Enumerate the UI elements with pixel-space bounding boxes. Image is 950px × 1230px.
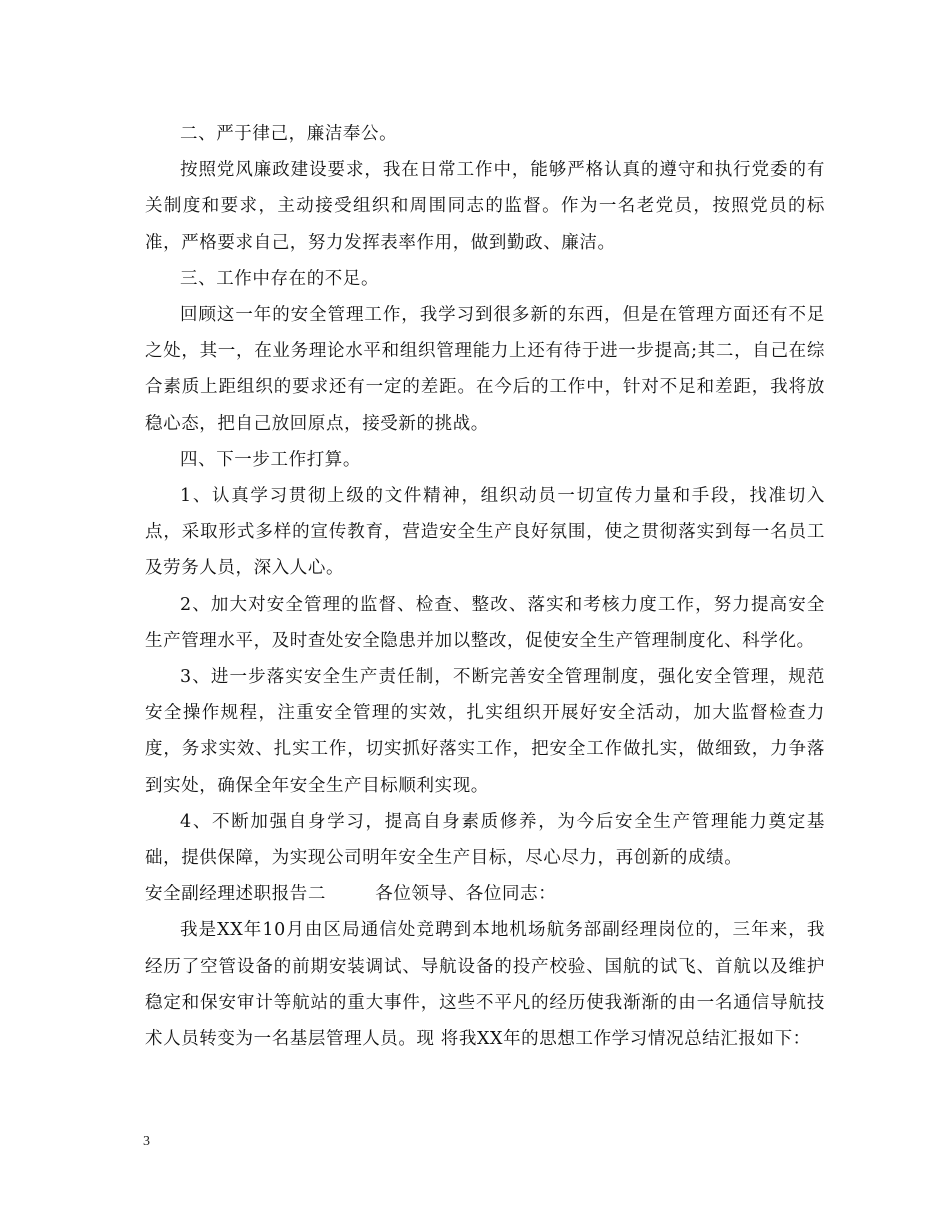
plan-item-1: 1、认真学习贯彻上级的文件精神，组织动员一切宣传力量和手段，找准切入点，采取形式多样的宣传教育，营造安全生产良好氛围，使之贯彻落实到每一名员工及劳务人员，深入人心。: [145, 486, 825, 579]
plan-item-2: 2、加大对安全管理的监督、检查、整改、落实和考核力度工作，努力提高安全生产管理水平，及时查处安全隐患并加以整改，促使安全生产管理制度化、科学化。: [145, 594, 825, 651]
report-two-title: 安全副经理述职报告二 各位领导、各位同志：: [145, 884, 557, 905]
plan-item-3: 3、进一步落实安全生产责任制，不断完善安全管理制度，强化安全管理，规范安全操作规程，注重安全管理的实效，扎实组织开展好安全活动，加大监督检查力度，务求实效、扎实工作，切实抓好落实工作，把安全工作做扎实，做细致，力争落到实处，确保全年安全生产目标顺利实现。: [145, 667, 825, 796]
paragraph-introduction: 我是XX年10月由区局通信处竞聘到本地机场航务部副经理岗位的，三年来，我经历了空管设备的前期安装调试、导航设备的投产校验、国航的试飞、首航以及维护稳定和保安审计等航站的重大事件，这些不平凡的经历使我渐渐的由一名通信导航技术人员转变为一名基层管理人员。现 将我XX年的思想工作学习情况总结汇报如下：: [145, 920, 825, 1050]
paragraph-integrity: 按照党风廉政建设要求，我在日常工作中，能够严格认真的遵守和执行党委的有关制度和要求，主动接受组织和周围同志的监督。作为一名老党员，按照党员的标准，严格要求自己，努力发挥表率作用，做到勤政、廉洁。: [145, 160, 825, 253]
document-body: [145, 116, 825, 1057]
section-heading-4: 四、下一步工作打算。: [180, 449, 361, 470]
paragraph-shortcomings: 回顾这一年的安全管理工作，我学习到很多新的东西，但是在管理方面还有不足之处，其一，在业务理论水平和组织管理能力上还有待于进一步提高;其二，自己在综合素质上距组织的要求还有一定的差距。在今后的工作中，针对不足和差距，我将放稳心态，把自己放回原点，接受新的挑战。: [145, 305, 825, 434]
plan-item-4: 4、不断加强自身学习，提高自身素质修养，为今后安全生产管理能力奠定基础，提供保障，为实现公司明年安全生产目标，尽心尽力，再创新的成绩。: [145, 811, 825, 869]
section-heading-2: 二、严于律己，廉洁奉公。: [180, 124, 398, 144]
page-number: 3: [143, 1134, 150, 1149]
section-heading-3: 三、工作中存在的不足。: [180, 268, 380, 289]
